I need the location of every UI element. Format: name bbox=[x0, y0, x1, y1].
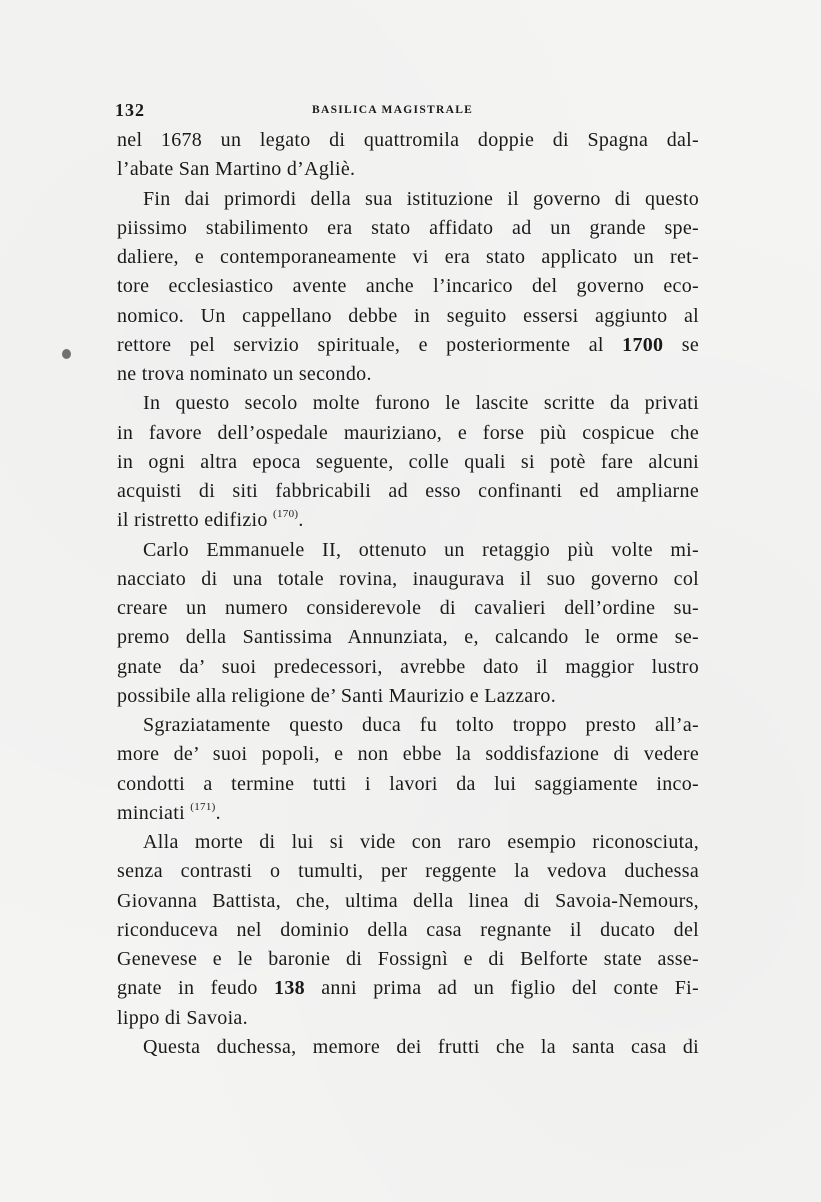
text-line: riconduceva nel dominio della casa regnante il ducato del bbox=[117, 918, 699, 941]
text-line: creare un numero considerevole di cavalieri dell’ordine su- bbox=[117, 597, 699, 619]
text-line: In questo secolo molte furono le lascite scritte da privati bbox=[143, 392, 699, 415]
footnote-reference: (170) bbox=[273, 508, 299, 521]
running-head: BASILICA MAGISTRALE bbox=[312, 104, 474, 116]
text-line bbox=[117, 799, 699, 828]
text-line: condotti a termine tutti i lavori da lui saggiamente inco- bbox=[117, 772, 699, 795]
text-line bbox=[117, 331, 699, 360]
text-line bbox=[117, 506, 699, 535]
text-line: lippo di Savoia. bbox=[117, 1006, 248, 1029]
text-line: Sgraziatamente questo duca fu tolto troppo presto all’a- bbox=[143, 714, 699, 736]
text-line: senza contrasti o tumulti, per reggente la vedova duchessa bbox=[117, 860, 699, 883]
line-segment: . bbox=[215, 801, 221, 824]
text-line: daliere, e contemporaneamente vi era stato applicato un ret- bbox=[117, 246, 699, 268]
line-segment: rettore pel servizio spirituale, e posteriormente al bbox=[117, 333, 623, 356]
text-line: Genevese e le baronie di Fossignì e di Belforte state asse- bbox=[117, 948, 699, 970]
ink-spot-mark bbox=[62, 349, 71, 359]
text-line: nomico. Un cappellano debbe in seguito essersi aggiunto al bbox=[117, 304, 699, 327]
line-segment: se bbox=[663, 333, 700, 356]
text-line: tore ecclesiastico avente anche l’incarico del governo eco- bbox=[117, 275, 699, 298]
text-line: Carlo Emmanuele II, ottenuto un retaggio più volte mi- bbox=[143, 538, 699, 561]
text-line: more de’ suoi popoli, e non ebbe la soddisfazione di vedere bbox=[117, 743, 699, 766]
text-line: piissimo stabilimento era stato affidato ad un grande spe- bbox=[117, 216, 699, 239]
text-line: Giovanna Battista, che, ultima della linea di Savoia-Nemours, bbox=[117, 889, 699, 912]
text-line: Fin dai primordi della sua istituzione il governo di questo bbox=[143, 187, 699, 210]
line-segment: . bbox=[298, 509, 304, 532]
text-line: possibile alla religione de’ Santi Maurizio e Lazzaro. bbox=[117, 684, 557, 707]
text-line: ne trova nominato un secondo. bbox=[117, 363, 372, 385]
text-line: gnate da’ suoi predecessori, avrebbe dato il maggior lustro bbox=[117, 655, 699, 678]
body-text bbox=[117, 126, 699, 1062]
text-line: nel 1678 un legato di quattromila doppie di Spagna dal- bbox=[117, 129, 699, 151]
line-segment: il ristretto edifizio bbox=[117, 509, 274, 532]
line-segment: minciati bbox=[117, 801, 191, 824]
footnote-reference: (171) bbox=[190, 800, 216, 813]
bold-number: 1700 bbox=[622, 333, 664, 356]
text-line: l’abate San Martino d’Agliè. bbox=[117, 158, 356, 181]
text-line: Questa duchessa, memore dei frutti che la santa casa di bbox=[143, 1035, 699, 1058]
bold-number: 138 bbox=[274, 977, 305, 1000]
page-header bbox=[115, 100, 705, 120]
text-line: in ogni altra epoca seguente, colle quali si potè fare alcuni bbox=[117, 450, 699, 473]
line-segment: anni prima ad un figlio del conte Fi- bbox=[304, 977, 699, 1000]
page-number: 132 bbox=[115, 100, 145, 120]
text-line: in favore dell’ospedale mauriziano, e forse più cospicue che bbox=[117, 421, 699, 444]
text-line: acquisti di siti fabbricabili ad esso confinanti ed ampliarne bbox=[117, 480, 699, 502]
text-line bbox=[117, 974, 699, 1003]
text-line: premo della Santissima Annunziata, e, calcando le orme se- bbox=[117, 626, 699, 649]
text-line: nacciato di una totale rovina, inaugurava il suo governo col bbox=[117, 567, 699, 590]
text-line: Alla morte di lui si vide con raro esempio riconosciuta, bbox=[143, 831, 699, 853]
line-segment: gnate in feudo bbox=[117, 977, 275, 1000]
